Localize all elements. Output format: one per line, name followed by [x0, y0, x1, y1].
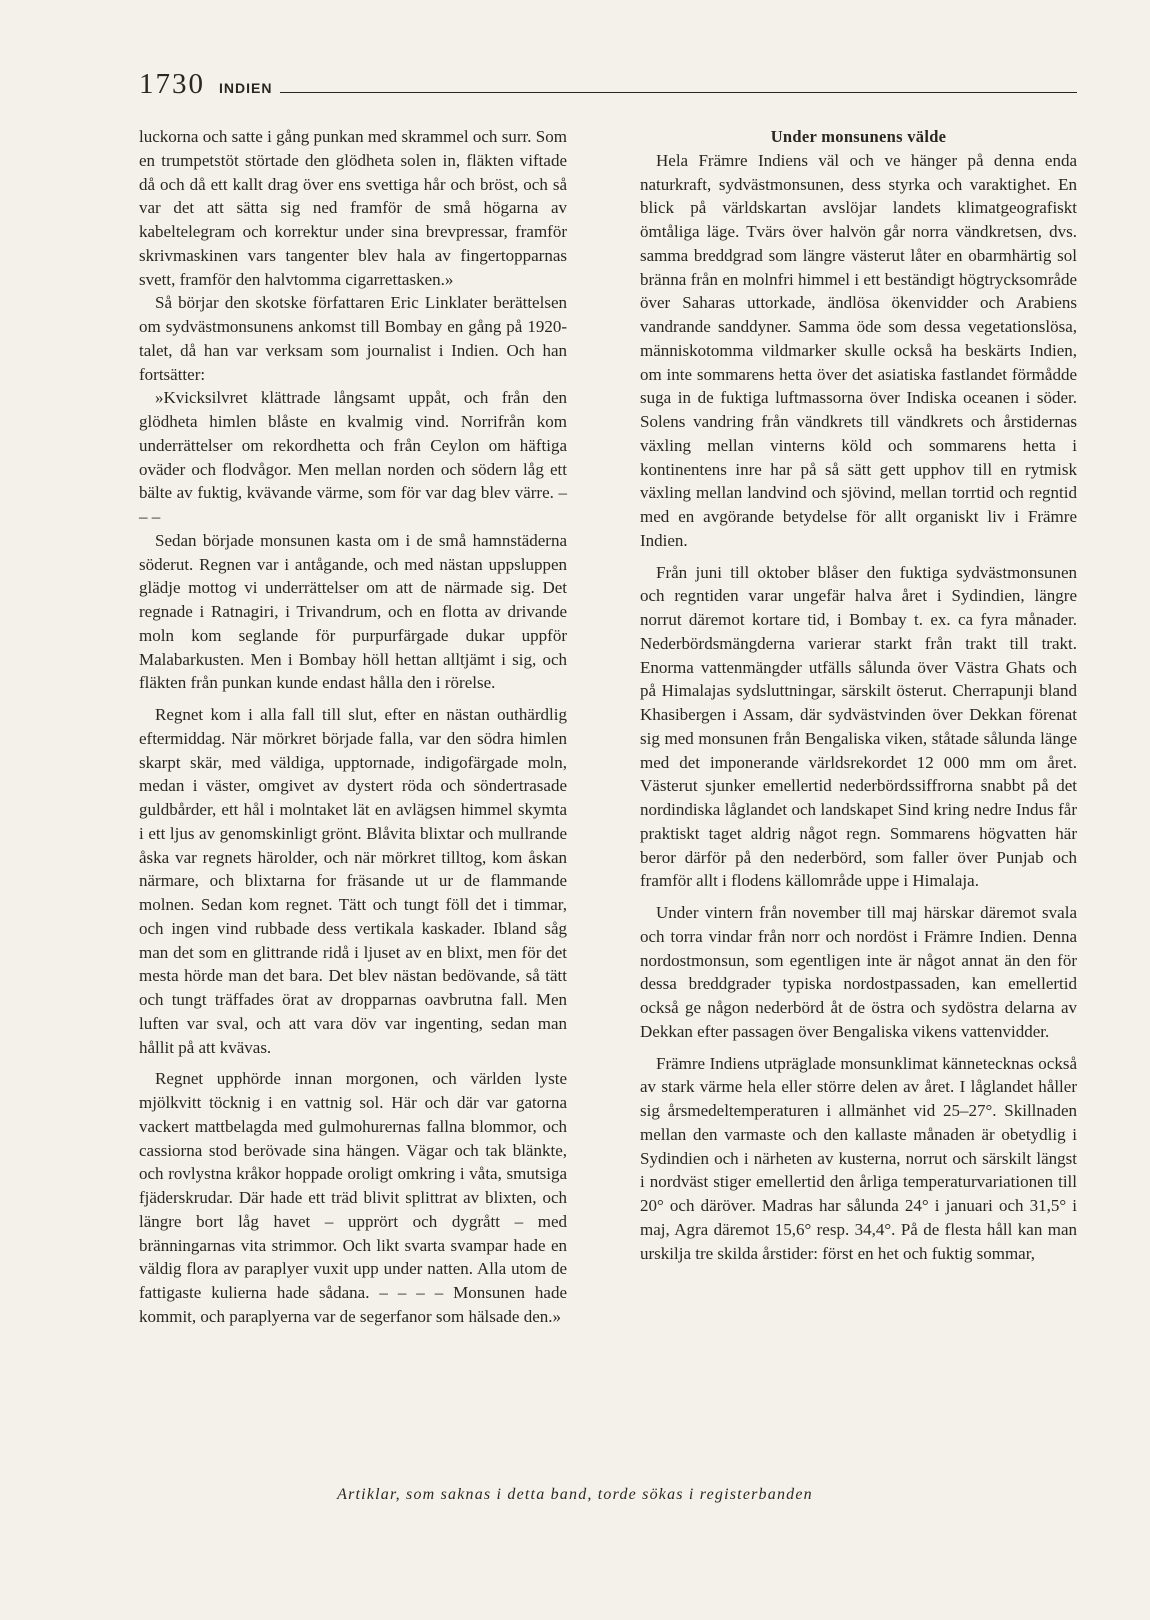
page-header: [139, 70, 1077, 99]
paragraph: Under vintern från november till maj härskar däremot svala och torra vindar från norr och nordöst i Främre Indien. Denna nordostmonsun, som egentligen inte är något annat än den för dessa breddgrader typiska nordostpassaden, kan emellertid också ge någon nederbörd åt de östra och sydöstra delarna av Dekkan efter passagen över Bengaliska vikens vattenvidder.: [640, 903, 1077, 1041]
paragraph: Sedan började monsunen kasta om i de små hamnstäderna söderut. Regnen var i antågande, och med nästan uppsluppen glädje mottog vi underrättelser om att de närmade sig. Det regnade i Ratnagiri, i Trivandrum, och en flotta av drivande moln kom seglande för purpurfärgade dukar uppför Malabarkusten. Men i Bombay höll hettan alltjämt i sig, och fläkten från punkan kunde endast hålla den i rörelse.: [139, 530, 567, 693]
paragraph: Från juni till oktober blåser den fuktiga sydvästmonsunen och regntiden varar ungefär halva året i Sydindien, längre norrut däremot kortare tid, i Bombay t. ex. ca fyra månader. Nederbördsmängderna varierar starkt från trakt till trakt. Enorma vattenmängder utfälls sålunda över Västra Ghats och på Himalajas sydsluttningar, särskilt österut. Cherrapunji bland Khasibergen i Assam, där sydvästvinden över Dekkan förenat sig med monsunen från Bengaliska viken, ståtade sålunda länge med det imponerande världsrekordet 12 000 mm om året. Västerut sjunker emellertid nederbördssiffrorna snabbt på det nordindiska låglandet och landskapet Sind kring nedre Indus får praktiskt taget aldrig något regn. Sommarens högvatten här beror därför på den nederbörd, som faller över Punjab och framför allt i flodens källområde uppe i Himalaja.: [640, 562, 1077, 891]
paragraph: Främre Indiens utpräglade monsunklimat kännetecknas också av stark värme hela eller större delen av året. I låglandet håller sig årsmedeltemperaturen i allmänhet vid 25–27°. Skillnaden mellan den varmaste och den kallaste månaden är obetydlig i Sydindien och i närheten av kusterna, norrut och särskilt längst i nordväst stiger emellertid den årliga temperaturvariationen till 20° och däröver. Madras har sålunda 24° i januari och 31,5° i maj, Agra däremot 15,6° resp. 34,4°. På de flesta håll kan man urskilja tre skilda årstider: först en het och fuktig sommar,: [640, 1053, 1077, 1263]
header-rule: [280, 92, 1077, 93]
page-number: 1730: [139, 68, 205, 100]
section-title: Under monsunens välde: [770, 127, 947, 146]
right-column: [640, 125, 1077, 1265]
paragraph: »Kvicksilvret klättrade långsamt uppåt, och från den glödheta himlen blåste en kvalmig vind. Norrifrån kom underrättelser om rekordhetta och från Ceylon om häftiga oväder och flodvågor. Men mellan norden och södern låg ett bälte av fuktig, kvävande värme, som för var dag blev värre. – – –: [139, 388, 567, 526]
paragraph: Så börjar den skotske författaren Eric Linklater berättelsen om sydvästmonsunens ankomst till Bombay en gång på 1920-talet, då han var verksam som journalist i Indien. Och han fortsätter:: [139, 293, 567, 384]
running-head: INDIEN: [219, 80, 273, 96]
left-column: [139, 125, 567, 1329]
paragraph: Hela Främre Indiens väl och ve hänger på denna enda naturkraft, sydvästmonsunen, dess styrka och varaktighet. En blick på världskartan avslöjar landets klimatgeografiskt ömtåliga läge. Tvärs över halvön går norra vändkretsen, dvs. samma breddgrad som längre västerut låter en obarmhärtig sol bränna från en molnfri himmel i ett beständigt högtrycksområde över Saharas uttorkade, ändlösa ökenvidder och Arabiens vandrande sanddyner. Samma öde som dessa vegetationslösa, människotomma vildmarker skulle också ha beskärts Indien, om inte sommarens hetta över det asiatiska fastlandet förmådde suga in de fuktiga luftmassorna över Indiska oceanen i söder. Solens vandring från vändkrets till vändkrets och årstidernas växling mellan vinterns köld och sommarens hetta i kontinentens inre har på så sätt gett upphov till en rytmisk växling mellan landvind och sjövind, mellan torrtid och regntid med en avgörande betydelse för allt organiskt liv i Främre Indien.: [640, 150, 1077, 550]
paragraph: luckorna och satte i gång punkan med skrammel och surr. Som en trumpetstöt störtade den glödheta solen in, fläkten viftade då och då ett kallt drag över ens svettiga hår och bröst, och så var det att sätta sig ned framför de små högarna av kabeltelegram och korrektur under sina brevpressar, framför skrivmaskinen vars tangenter blev hala av fingertopparnas svett, framför den halvtomma cigarrettasken.»: [139, 127, 567, 289]
paragraph: Regnet kom i alla fall till slut, efter en nästan outhärdlig eftermiddag. När mörkret började falla, var den södra himlen skarpt skär, med väldiga, upptornade, indigofärgade moln, medan i väster, omgivet av dystert röda och söndertrasade guldbårder, ett hål i molntaket lät en avlägsen himmel skymta i ett ljus av genomskinligt grönt. Blåvita blixtar och mullrande åska var regnets härolder, och när mörkret tilltog, kom åskan närmare, och blixtarna for fräsande ut ur de flammande molnen. Sedan kom regnet. Tätt och tungt föll det i timmar, och ingen vind rubbade dess vertikala kaskader. Ibland såg man det som en glittrande ridå i ljuset av en blixt, men för det mesta hörde man det bara. Det blev nästan bedövande, så tätt och tungt träffades örat av dropparnas oavbrutna fall. Men luften var sval, och att vara döv var ingenting, sedan man hållit på att kvävas.: [139, 705, 567, 1057]
footer-note: Artiklar, som saknas i detta band, torde sökas i registerbanden: [337, 1486, 813, 1503]
paragraph: Regnet upphörde innan morgonen, och världen lyste mjölkvitt töcknig i en vattnig sol. Här och där var gatorna vackert mattbelagda med gulmohurernas fallna blommor, och cassiorna stod berövade sina hängen. Vägar och tak blänkte, och rovlystna kråkor hoppade oroligt omkring i våta, smutsiga fjäderskrudar. Där hade ett träd blivit splittrat av blixten, och längre bort låg havet – upprört och dygrått – med bränningarnas vita strimmor. Och likt svarta svampar hade en väldig flora av paraplyer vuxit upp under natten. Alla utom de fattigaste kulierna hade sådana. – – – – Monsunen hade kommit, och paraplyerna var de segerfanor som hälsade den.»: [139, 1069, 567, 1326]
